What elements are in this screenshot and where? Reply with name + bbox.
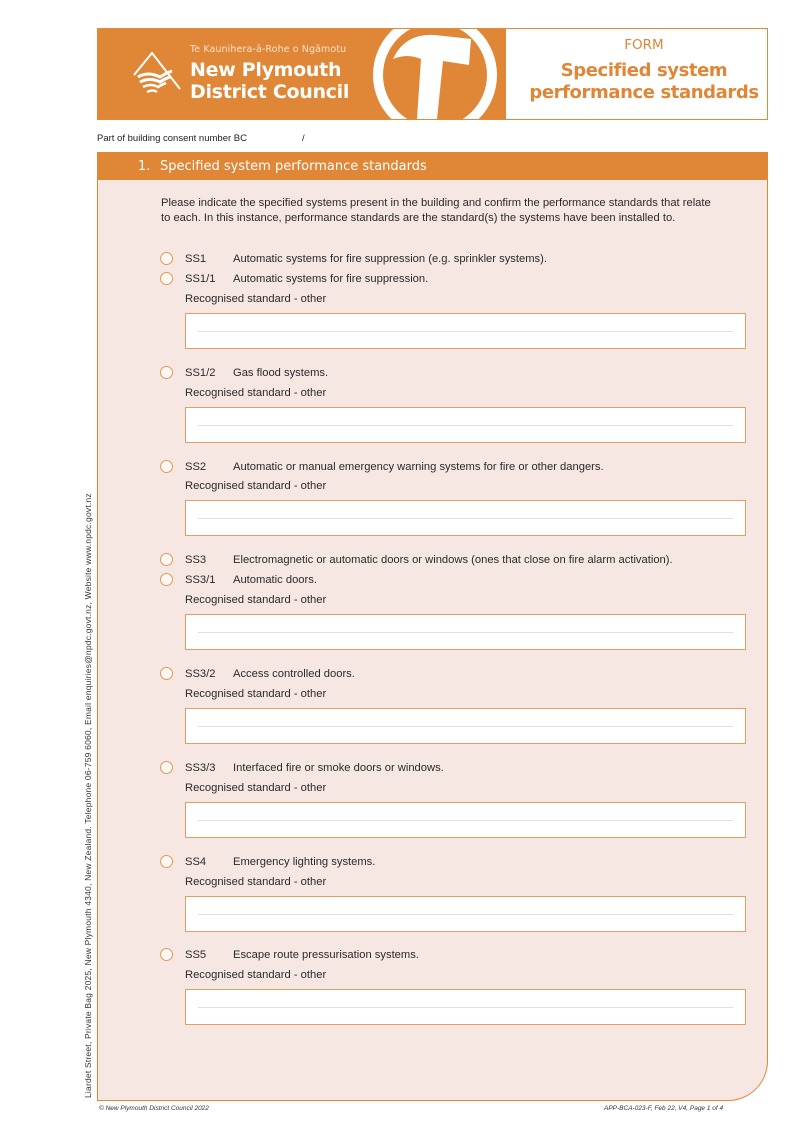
system-code: SS4 <box>185 856 207 868</box>
hammer-icon <box>363 29 506 119</box>
radio-ss1-1[interactable] <box>160 272 173 285</box>
form-title-line1: Specified system <box>560 60 728 81</box>
footer-doc-ref: APP-BCA-023-F, Feb 22, V4, Page 1 of 4 <box>604 1105 724 1112</box>
standard-input-ss5[interactable] <box>185 989 746 1025</box>
system-code: SS3/3 <box>185 762 216 774</box>
system-desc: Escape route pressurisation systems. <box>233 949 419 961</box>
form-header <box>97 28 768 120</box>
system-desc: Interfaced fire or smoke doors or windows. <box>233 762 444 774</box>
system-code: SS3/1 <box>185 574 216 586</box>
section-panel <box>97 152 768 1101</box>
radio-ss3-3[interactable] <box>160 761 173 774</box>
standard-input-ss4[interactable] <box>185 896 746 932</box>
org-name-line2: District Council <box>190 81 350 103</box>
section-intro <box>161 196 751 226</box>
system-code: SS3 <box>185 554 207 566</box>
radio-ss4[interactable] <box>160 855 173 868</box>
contact-details: Liardet Street, Private Bag 2025, New Plymouth 4340, New Zealand. Telephone 06-759 6060, Email enquiries@npdc.govt.nz, Website www.npdc.govt.nz <box>83 493 93 1098</box>
standard-input-ss1-1[interactable] <box>185 313 746 349</box>
standard-input-ss1-2[interactable] <box>185 407 746 443</box>
consent-number-separator: / <box>302 133 305 144</box>
system-desc: Gas flood systems. <box>233 367 329 379</box>
field-guide-line <box>198 726 733 727</box>
field-guide-line <box>198 632 733 633</box>
recognised-standard-label: Recognised standard - other <box>185 876 327 888</box>
form-type-label: FORM <box>624 37 664 53</box>
standard-input-ss3-3[interactable] <box>185 802 746 838</box>
recognised-standard-label: Recognised standard - other <box>185 782 327 794</box>
system-desc: Emergency lighting systems. <box>233 856 376 868</box>
standard-input-ss3-1[interactable] <box>185 614 746 650</box>
system-code: SS3/2 <box>185 668 216 680</box>
system-desc: Automatic systems for fire suppression. <box>233 273 429 285</box>
standard-input-ss3-2[interactable] <box>185 708 746 744</box>
recognised-standard-label: Recognised standard - other <box>185 688 327 700</box>
section-title: Specified system performance standards <box>160 159 427 174</box>
header-brand-band <box>98 29 506 119</box>
radio-ss1-2[interactable] <box>160 366 173 379</box>
recognised-standard-label: Recognised standard - other <box>185 387 327 399</box>
field-guide-line <box>198 331 733 332</box>
system-desc: Automatic doors. <box>233 574 317 586</box>
system-code: SS5 <box>185 949 207 961</box>
recognised-standard-label: Recognised standard - other <box>185 293 327 305</box>
system-desc: Electromagnetic or automatic doors or windows (ones that close on fire alarm activation). <box>233 554 673 566</box>
radio-ss3-1[interactable] <box>160 573 173 586</box>
system-code: SS1 <box>185 253 207 265</box>
org-name-line1: New Plymouth <box>190 59 342 81</box>
system-code: SS1/1 <box>185 273 216 285</box>
radio-ss5[interactable] <box>160 948 173 961</box>
org-name <box>190 59 349 103</box>
form-title-line2: performance standards <box>529 82 759 103</box>
system-desc: Automatic or manual emergency warning systems for fire or other dangers. <box>233 461 604 473</box>
footer-copyright: © New Plymouth District Council 2022 <box>99 1105 209 1112</box>
field-guide-line <box>198 914 733 915</box>
system-desc: Access controlled doors. <box>233 668 355 680</box>
intro-line2: to each. In this instance, performance standards are the standard(s) the systems have been installed to. <box>161 212 676 224</box>
radio-ss1[interactable] <box>160 252 173 265</box>
field-guide-line <box>198 518 733 519</box>
field-guide-line <box>198 425 733 426</box>
system-code: SS2 <box>185 461 207 473</box>
recognised-standard-label: Recognised standard - other <box>185 969 327 981</box>
system-desc: Automatic systems for fire suppression (e.g. sprinkler systems). <box>233 253 547 265</box>
org-maori-name: Te Kaunihera-ā-Rohe o Ngāmotu <box>190 44 347 55</box>
section-number: 1. <box>138 159 151 174</box>
radio-ss3[interactable] <box>160 553 173 566</box>
field-guide-line <box>198 820 733 821</box>
form-title <box>528 60 760 104</box>
intro-line1: Please indicate the specified systems present in the building and confirm the performance standards that relate <box>161 197 711 209</box>
standard-input-ss2[interactable] <box>185 500 746 536</box>
system-code: SS1/2 <box>185 367 216 379</box>
recognised-standard-label: Recognised standard - other <box>185 480 327 492</box>
field-guide-line <box>198 1007 733 1008</box>
consent-number-label: Part of building consent number BC <box>97 133 247 144</box>
radio-ss3-2[interactable] <box>160 667 173 680</box>
npdc-logo-icon <box>130 49 186 97</box>
radio-ss2[interactable] <box>160 460 173 473</box>
section-header <box>98 153 767 180</box>
recognised-standard-label: Recognised standard - other <box>185 594 327 606</box>
